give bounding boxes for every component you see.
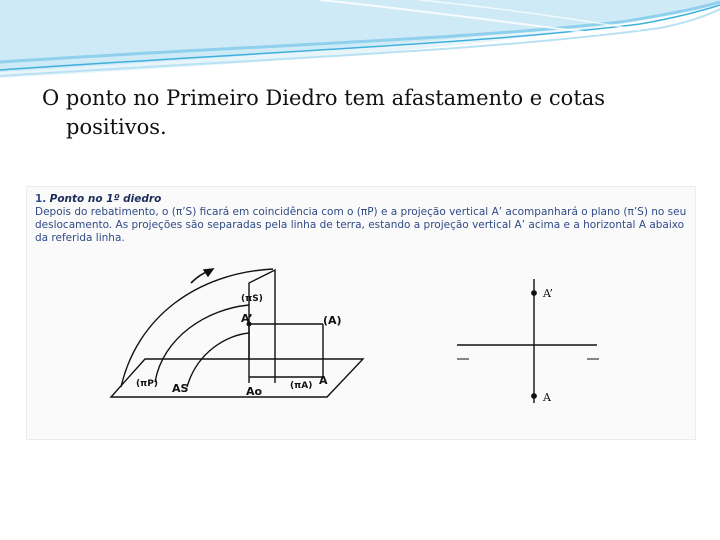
label-a-horizontal: A: [319, 374, 328, 387]
rotation-arrowhead: [204, 269, 213, 276]
label-point-a: (A): [323, 314, 342, 327]
figure-body: Depois do rebatimento, o (π’S) ficará em coincidência com o (πP) e a projeção vertical A’ acompanhará o plano (π’S) no seu deslocamento. As projeções são separadas pela linha de terra, estando a projeção vertical A’ acima e a horizontal A abaixo da referida linha.: [35, 206, 687, 244]
label-a-o: Ao: [246, 385, 263, 398]
label-epure-a: A: [543, 391, 551, 404]
diagram-figure: [26, 186, 696, 440]
header-wave-decoration: [0, 0, 720, 90]
figure-number: 1.: [35, 193, 47, 205]
vertical-plane: [249, 270, 275, 383]
projection-diagram: [27, 187, 695, 439]
rotation-arc-middle: [155, 305, 249, 382]
label-pi-p: (πP): [136, 379, 158, 389]
slide-title: O ponto no Primeiro Diedro tem afastamento e cotas positivos.: [42, 86, 606, 139]
label-epure-a-prime: A’: [543, 287, 553, 300]
rotation-arc-outer: [121, 269, 273, 387]
figure-heading: Ponto no 1º diedro: [49, 193, 162, 205]
rotation-arc-inner: [187, 333, 249, 387]
point-a: [532, 394, 537, 399]
label-a-s: AS: [172, 382, 189, 395]
label-a-prime-3d: A’: [241, 312, 253, 325]
label-pi-s: (πS): [241, 294, 263, 304]
epure-diagram: [457, 279, 599, 403]
label-pi-a: (πA): [290, 381, 313, 391]
point-a-prime: [532, 291, 537, 296]
